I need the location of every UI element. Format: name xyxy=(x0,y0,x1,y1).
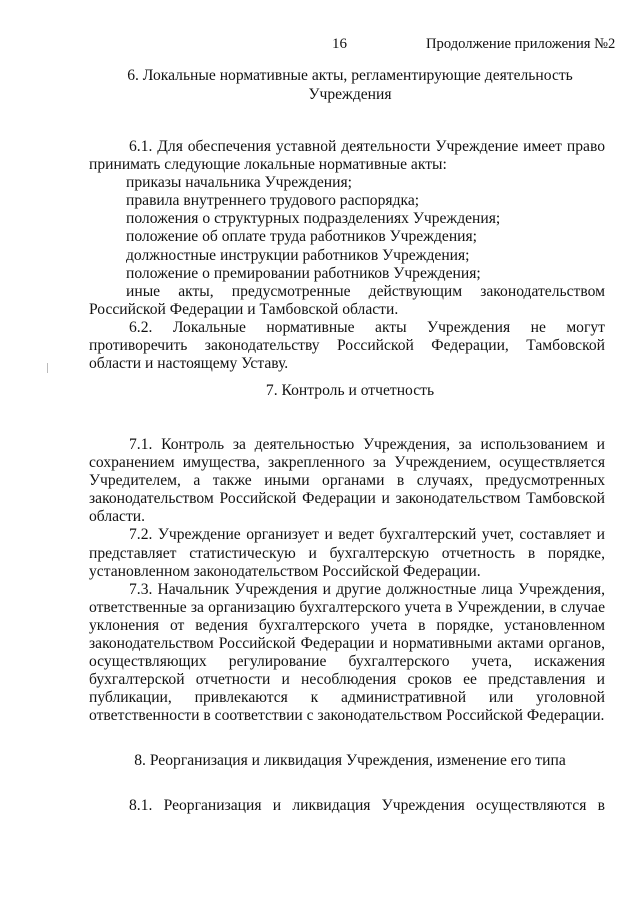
section-6-heading-line-1: 6. Локальные нормативные акты, регламентирующие деятельность xyxy=(127,67,573,84)
appendix-continuation-header: Продолжение приложения №2 xyxy=(426,36,616,52)
list-item-other-acts-continuation: Российской Федерации и Тамбовской области. xyxy=(89,300,399,318)
section-6-heading-line-2: Учреждения xyxy=(308,86,392,103)
paragraph-7-1: 7.1. Контроль за деятельностью Учреждения, за использованием и сохранением имущества, закрепленного за Учреждением, осуществляется Учредителем, а также иными органами в случаях, предусмотренных законодательством Российской Федерации и законодательством Тамбовской области. xyxy=(89,436,605,526)
list-item: приказы начальника Учреждения; xyxy=(126,174,352,192)
scan-mark xyxy=(47,363,48,373)
list-item: правила внутреннего трудового распорядка; xyxy=(126,192,420,210)
page-number: 16 xyxy=(332,36,347,52)
section-6-heading xyxy=(70,66,630,104)
paragraph-7-3: 7.3. Начальник Учреждения и другие должностные лица Учреждения, ответственные за организацию бухгалтерского учета в Учреждении, в случае уклонения от ведения бухгалтерского учета в порядке, установленном законодательством Российской Федерации и нормативными актами органов, осуществляющих регулирование бухгалтерского учета, искажения бухгалтерской отчетности и несоблюдения сроков ее представления и публикации, привлекаются к административной или уголовной ответственности в соответствии с законодательством Российской Федерации. xyxy=(89,580,605,725)
paragraph-6-2: 6.2. Локальные нормативные акты Учреждения не могут противоречить законодательству Российской Федерации, Тамбовской области и настоящему Уставу. xyxy=(89,318,605,373)
paragraph-8-1: 8.1. Реорганизация и ликвидация Учреждения осуществляются в xyxy=(129,797,605,814)
section-6-body xyxy=(89,138,605,373)
list-item: положения о структурных подразделениях Учреждения; xyxy=(126,210,501,228)
section-7-body xyxy=(89,436,605,726)
list-item: положение о премировании работников Учреждения; xyxy=(126,264,481,282)
list-item: должностные инструкции работников Учреждения; xyxy=(126,246,470,264)
section-7-heading: 7. Контроль и отчетность xyxy=(265,382,435,399)
list-item: положение об оплате труда работников Учреждения; xyxy=(126,228,478,246)
paragraph-6-1-intro: 6.1. Для обеспечения уставной деятельности Учреждение имеет право принимать следующие локальные нормативные акты: xyxy=(89,138,605,174)
paragraph-7-2: 7.2. Учреждение организует и ведет бухгалтерский учет, составляет и представляет статистическую и бухгалтерскую отчетность в порядке, установленном законодательством Российской Федерации. xyxy=(89,526,605,580)
section-8-body xyxy=(89,797,605,815)
section-8-heading: 8. Реорганизация и ликвидация Учреждения, изменение его типа xyxy=(134,752,566,769)
list-item-other-acts: иные акты, предусмотренные действующим законодательством xyxy=(126,282,605,300)
